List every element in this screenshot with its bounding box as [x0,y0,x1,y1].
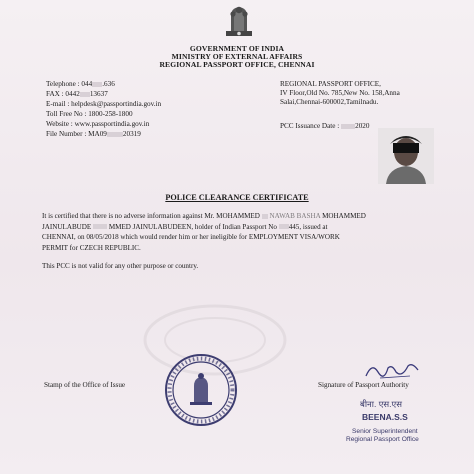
officer-office: Regional Passport Office [346,436,419,443]
email-line: E-mail : helpdesk@passportindia.gov.in [46,100,162,108]
stamp-label: Stamp of the Office of Issue [44,381,126,389]
issuance-date [280,122,369,130]
body-line-1: It is certified that there is no adverse information against Mr. MOHAMMED [42,212,260,220]
officer-name-hindi: बीना. एस.एस [360,399,402,409]
redaction-mark [279,224,289,229]
certificate-body [42,211,442,253]
header-office: REGIONAL PASSPORT OFFICE, CHENNAI [159,60,315,69]
fax-label: FAX : 0442 [46,90,80,98]
body-line-3: CHENNAI, on 08/05/2018 which would render him or her ineligible for EMPLOYMENT VISA/WORK [42,233,340,242]
officer-title: Senior Superintendent [352,428,418,435]
redaction-mark [80,92,90,97]
file-number-tail: 20319 [122,130,141,138]
body-line-1c: MOHAMMED [322,212,366,220]
issuance-tail: 2020 [355,122,370,130]
officer-name: BEENA.S.S [362,412,408,422]
redaction-mark [341,124,355,129]
redaction-mark [92,82,102,87]
address-line-1: REGIONAL PASSPORT OFFICE, [280,80,381,88]
validity-note: This PCC is not valid for any other purpose or country. [42,262,199,270]
file-number-line [46,130,141,138]
office-seal [163,352,239,428]
body-line-1b: NAWAB BASHA [269,212,321,220]
telephone-label: Telephone : 044 [46,80,93,88]
body-line-2b: MMED JAINULABUDEEN, holder of Indian Passport No [108,222,277,231]
website-line: Website : www.passportindia.gov.in [46,120,150,128]
address-line-2: IV Floor,Old No. 785,New No. 158,Anna [280,89,400,97]
telephone-line [46,80,115,88]
telephone-tail: .636 [102,80,115,88]
fax-line [46,90,108,98]
redaction-mark [262,214,268,219]
authority-signature [362,358,422,382]
applicant-photo [378,128,434,184]
header-ministry: MINISTRY OF EXTERNAL AFFAIRS [171,52,303,61]
body-line-2: JAINULABUDE [42,222,92,231]
redaction-mark [107,132,123,137]
body-line-2c: 445, issued at [288,222,328,231]
header-government: GOVERNMENT OF INDIA [189,44,285,53]
toll-free-line: Toll Free No : 1800-258-1800 [46,110,133,118]
file-number-label: File Number : MA09 [46,130,107,138]
address-line-3: Salai,Chennai-600002,Tamilnadu. [280,98,379,106]
certificate-title: POLICE CLEARANCE CERTIFICATE [165,193,309,202]
signature-label: Signature of Passport Authority [318,381,409,389]
body-line-4: PERMIT for CZECH REPUBLIC. [42,243,141,252]
issuance-label: PCC Issuance Date : [280,122,342,130]
redaction-mark [93,224,107,229]
fax-tail: 13637 [89,90,108,98]
national-emblem-icon [222,2,256,38]
